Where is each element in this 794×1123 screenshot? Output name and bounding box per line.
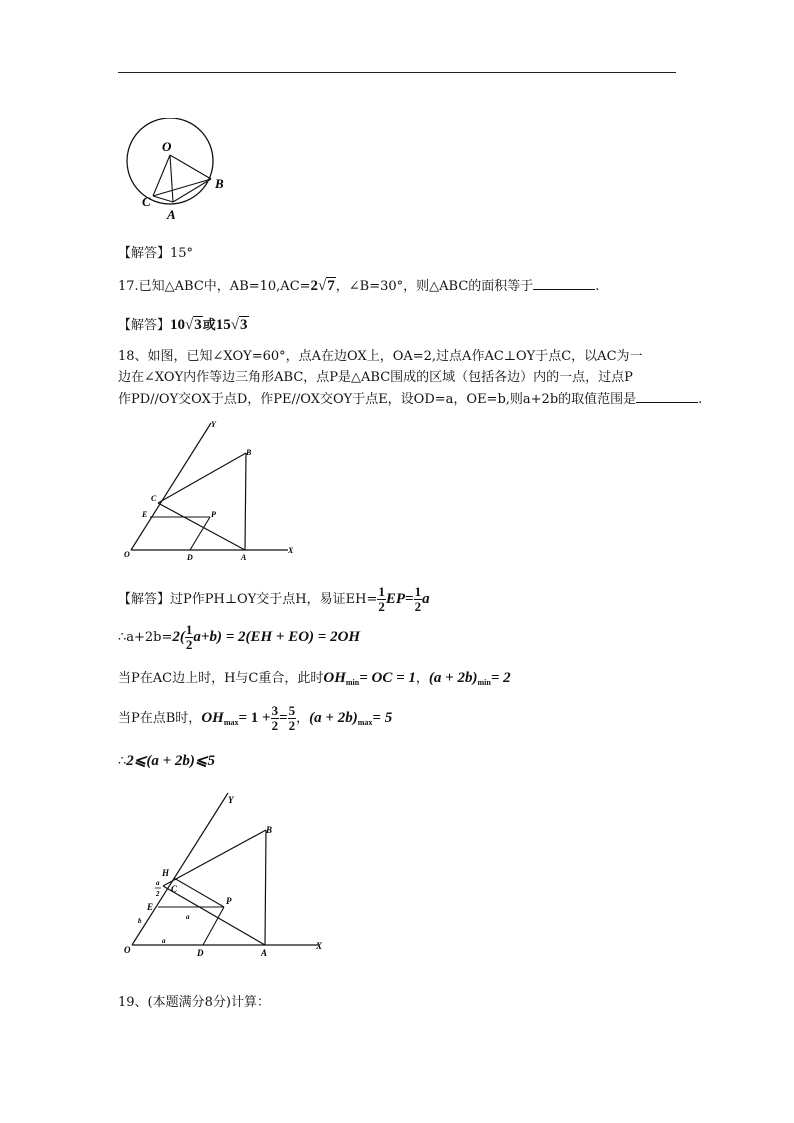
label-d: D bbox=[197, 948, 204, 958]
label-o: O bbox=[162, 139, 172, 154]
subscript-max: max bbox=[357, 718, 373, 727]
ray-oy bbox=[132, 793, 228, 945]
ans1-coef: 10 bbox=[170, 317, 186, 333]
q18-line-1: 18、如图，已知∠XOY=60°，点A在边OX上，OA=2,过点A作AC⊥OY于点C，以AC为一 bbox=[118, 349, 643, 364]
label-e: E bbox=[147, 902, 154, 912]
segment-cb bbox=[153, 179, 211, 196]
subscript-min: min bbox=[345, 678, 360, 687]
label-2-frac: 2 bbox=[156, 890, 160, 898]
q17-sqrt: 2√7 bbox=[310, 278, 335, 294]
answer-or: 或 bbox=[202, 318, 216, 333]
fraction-half-2 bbox=[414, 585, 423, 614]
frac-num: 1 bbox=[185, 622, 193, 637]
label-y: Y bbox=[228, 795, 234, 805]
frac-num: 3 bbox=[271, 703, 279, 718]
q17-answer bbox=[118, 316, 249, 335]
label-b-side: b bbox=[138, 917, 142, 925]
conclusion-math: 2⩽(a + 2b)⩽5 bbox=[126, 753, 215, 769]
q18-line-3 bbox=[118, 390, 702, 409]
q18-line-2: 边在∠XOY内作等边三角形ABC，点P是△ABC围成的区域（包括各边）内的一点，过点P bbox=[118, 370, 633, 385]
q18-solution-1 bbox=[118, 584, 430, 615]
segment-ob bbox=[170, 155, 211, 179]
label-a-mid: a bbox=[186, 913, 190, 921]
frac-den: 2 bbox=[414, 599, 422, 614]
sqrt-coef: 2 bbox=[310, 278, 319, 294]
ray-oy bbox=[131, 423, 211, 550]
q16-answer bbox=[118, 245, 193, 263]
solution-4-text: 当P在点B时， bbox=[118, 711, 202, 726]
label-a: A bbox=[241, 553, 247, 562]
label-c: C bbox=[142, 194, 151, 209]
q16-circle-figure bbox=[118, 118, 238, 226]
frac-num: 1 bbox=[378, 584, 385, 599]
q19-question: 19、(本题满分8分)计算： bbox=[118, 995, 270, 1010]
subscript-max: max bbox=[223, 718, 239, 727]
label-d: D bbox=[187, 553, 193, 562]
frac-den: 2 bbox=[378, 599, 385, 614]
q18-conclusion bbox=[118, 750, 215, 773]
therefore-symbol: ∴ bbox=[118, 754, 127, 769]
solution-3-text: 当P在AC边上时，H与C重合，此时 bbox=[118, 671, 324, 686]
q17-text-b: ，∠B=30°，则△ABC的面积等于 bbox=[335, 279, 534, 294]
frac-den: 2 bbox=[288, 718, 296, 733]
label-x: X bbox=[316, 941, 323, 951]
frac-num: 1 bbox=[414, 584, 422, 599]
solution-1-text: 【解答】过P作PH⊥OY交于点H，易证EH= bbox=[118, 592, 378, 607]
fraction-three-halves bbox=[271, 704, 280, 733]
label-a-low: a bbox=[162, 937, 166, 945]
q16-answer-value: 15° bbox=[170, 246, 194, 261]
label-o: O bbox=[124, 550, 130, 559]
sqrt-radicand: 7 bbox=[327, 278, 335, 294]
q17-end: . bbox=[595, 279, 600, 294]
frac-num: 5 bbox=[288, 703, 296, 718]
segment-oa bbox=[170, 155, 173, 202]
segment-cb bbox=[163, 830, 266, 886]
label-h: H bbox=[162, 868, 170, 878]
label-p: P bbox=[211, 510, 216, 519]
ans1-radicand: 3 bbox=[194, 317, 202, 333]
ans2-radicand: 3 bbox=[240, 317, 248, 333]
math-oc: = OC = 1 bbox=[359, 670, 416, 686]
comma: ， bbox=[296, 711, 310, 726]
math-oh: OH bbox=[323, 670, 346, 686]
q17-question bbox=[118, 277, 599, 296]
label-a-frac: a bbox=[156, 879, 160, 887]
math-eq: = 1 + bbox=[238, 710, 271, 726]
math-eq2: = bbox=[279, 710, 288, 726]
q18-figure-1 bbox=[118, 415, 308, 565]
comma: ， bbox=[415, 671, 429, 686]
label-a: A bbox=[261, 948, 268, 958]
math-a2b: (a + 2b) bbox=[309, 710, 358, 726]
q18-solution-4 bbox=[118, 702, 392, 739]
frac-den: 2 bbox=[185, 637, 193, 652]
math-val: = 5 bbox=[372, 710, 393, 726]
math-a: a bbox=[422, 591, 430, 607]
answer-blank[interactable] bbox=[533, 277, 595, 290]
segment-pd bbox=[203, 907, 224, 945]
answer-label: 【解答】 bbox=[118, 318, 171, 333]
math-expression: a+b) = 2(EH + EO) = 2OH bbox=[193, 629, 361, 645]
segment-cb bbox=[158, 453, 246, 503]
label-b: B bbox=[266, 825, 273, 835]
math-2paren: 2( bbox=[172, 629, 185, 645]
solution-2-text: ∴a+2b= bbox=[118, 630, 173, 645]
fraction-half bbox=[377, 585, 386, 614]
math-ep: EP bbox=[385, 591, 406, 607]
q18-figure-2 bbox=[118, 790, 333, 965]
answer-label: 【解答】 bbox=[118, 246, 171, 261]
label-b: B bbox=[246, 448, 252, 457]
q17-answer-2: 15√3 bbox=[215, 317, 248, 333]
label-p: P bbox=[226, 896, 232, 906]
segment-ca bbox=[158, 503, 245, 550]
q18-line-3-text: 作PD//OY交OX于点D，作PE//OX交OY于点E，设OD=a，OE=b,则a+2b的取值范围是 bbox=[118, 392, 637, 407]
math-a2b: (a + 2b) bbox=[428, 670, 478, 686]
math-eq: = bbox=[405, 591, 414, 607]
label-x: X bbox=[288, 546, 294, 555]
frac-den: 2 bbox=[271, 718, 279, 733]
label-o: O bbox=[124, 945, 131, 955]
fraction-five-halves bbox=[288, 704, 297, 733]
segment-ca bbox=[163, 886, 265, 945]
label-y: Y bbox=[211, 420, 216, 429]
segment-ph bbox=[174, 878, 224, 907]
label-a: A bbox=[167, 207, 176, 222]
q18-solution-2 bbox=[118, 622, 360, 653]
label-c: C bbox=[171, 884, 178, 894]
label-c: C bbox=[151, 494, 157, 503]
label-b: B bbox=[215, 176, 224, 191]
subscript-min: min bbox=[477, 678, 491, 687]
q17-text-a: 17.已知△ABC中，AB=10,AC= bbox=[118, 279, 311, 294]
header-rule bbox=[118, 72, 676, 73]
math-oh: OH bbox=[201, 710, 224, 726]
q18-line-3-end: . bbox=[698, 392, 703, 407]
label-e: E bbox=[142, 510, 148, 519]
segment-oc bbox=[153, 155, 170, 196]
ans2-coef: 15 bbox=[215, 317, 231, 333]
segment-ab bbox=[245, 453, 246, 550]
segment-ab bbox=[265, 830, 266, 945]
math-val: = 2 bbox=[490, 670, 511, 686]
q17-answer-1: 10√3 bbox=[170, 317, 202, 333]
q18-solution-3 bbox=[118, 666, 511, 695]
answer-blank[interactable] bbox=[636, 390, 698, 403]
